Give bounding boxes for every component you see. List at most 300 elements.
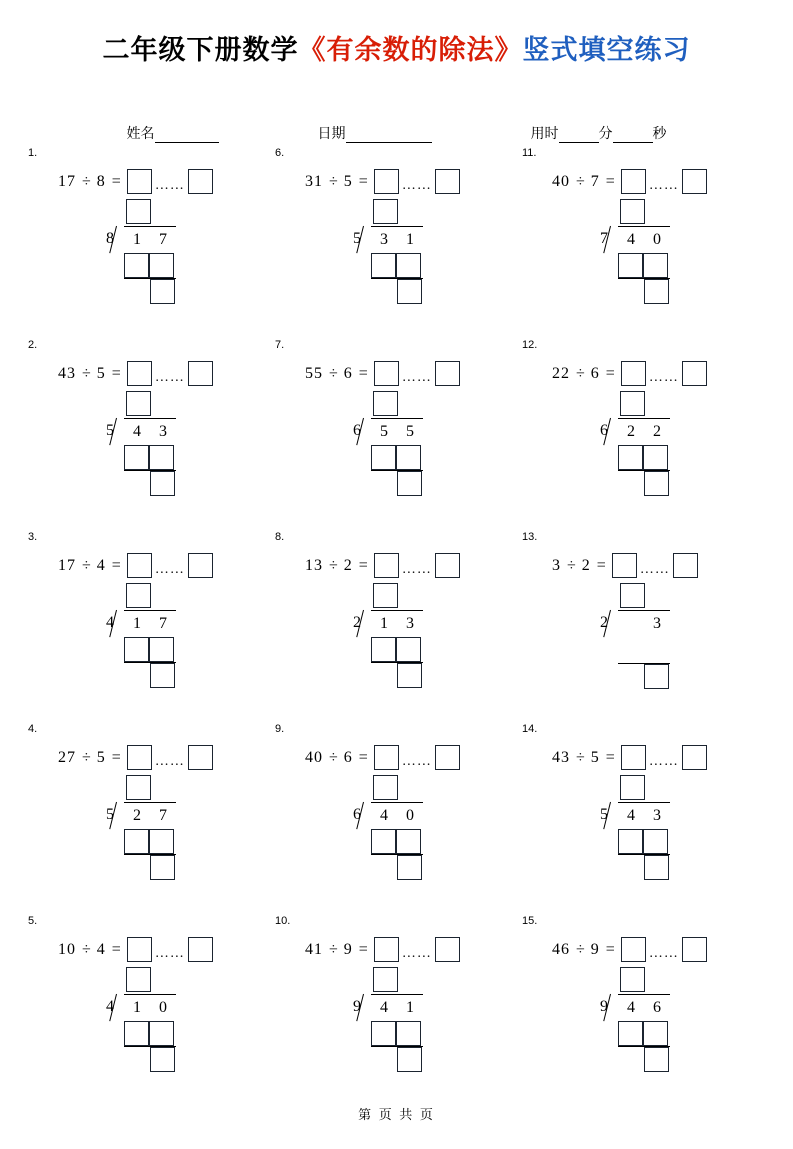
quotient-answer-box[interactable] — [621, 937, 646, 962]
quotient-row — [126, 967, 220, 992]
quotient-box[interactable] — [373, 583, 398, 608]
remainder-answer-box[interactable] — [188, 361, 213, 386]
dividend-digit: 4 — [627, 807, 635, 824]
division-bracket-icon — [608, 418, 618, 445]
subtract-row — [124, 637, 220, 662]
equation-dividend: 41 — [305, 940, 323, 958]
divisor-value: 6 — [353, 422, 361, 439]
division-bracket-row — [347, 226, 467, 253]
equals-sign: = — [596, 556, 606, 574]
quotient-box[interactable] — [620, 199, 645, 224]
subtract-box[interactable] — [149, 253, 174, 278]
remainder-box[interactable] — [397, 471, 422, 496]
remainder-row — [644, 1047, 714, 1072]
remainder-box[interactable] — [397, 279, 422, 304]
quotient-answer-box[interactable] — [127, 553, 152, 578]
equation-divisor: 4 — [96, 556, 106, 574]
division-bracket-icon — [114, 802, 124, 829]
subtract-box[interactable] — [396, 637, 421, 662]
remainder-dots: …… — [648, 369, 679, 385]
problem-index: 5. — [28, 915, 38, 927]
divisor-value: 2 — [353, 614, 361, 631]
division-bracket-row — [100, 226, 220, 253]
problem-cell — [520, 723, 767, 915]
divisor-value: 8 — [106, 230, 114, 247]
quotient-answer-box[interactable] — [621, 745, 646, 770]
quotient-box[interactable] — [373, 775, 398, 800]
remainder-box[interactable] — [644, 855, 669, 880]
divide-sign: ÷ — [576, 940, 585, 958]
dividend-digit: 2 — [627, 423, 635, 440]
remainder-row — [150, 1047, 220, 1072]
equation-dividend: 10 — [58, 940, 76, 958]
quotient-box[interactable] — [373, 391, 398, 416]
remainder-answer-box[interactable] — [435, 361, 460, 386]
equals-sign: = — [358, 172, 368, 190]
divisor-value: 9 — [600, 998, 608, 1015]
remainder-answer-box[interactable] — [435, 745, 460, 770]
subtract-box[interactable] — [643, 253, 668, 278]
equals-sign: = — [358, 364, 368, 382]
remainder-box[interactable] — [150, 471, 175, 496]
subtract-row — [124, 253, 220, 278]
quotient-row — [620, 391, 714, 416]
remainder-dots: …… — [154, 177, 185, 193]
horizontal-equation — [58, 361, 213, 386]
subtract-row — [618, 1021, 714, 1046]
worksheet-grid — [0, 147, 793, 1107]
second-label: 秒 — [652, 125, 667, 141]
quotient-box[interactable] — [373, 199, 398, 224]
divisor-value: 6 — [600, 422, 608, 439]
horizontal-equation — [552, 361, 707, 386]
problem-index: 2. — [28, 339, 38, 351]
remainder-answer-box[interactable] — [673, 553, 698, 578]
subtract-box[interactable] — [618, 445, 643, 470]
division-bracket-icon — [114, 610, 124, 637]
long-division — [594, 967, 714, 1072]
subtract-row — [371, 1021, 467, 1046]
divisor-value: 2 — [600, 614, 608, 631]
divide-sign: ÷ — [82, 364, 91, 382]
quotient-answer-box[interactable] — [374, 169, 399, 194]
remainder-box[interactable] — [150, 279, 175, 304]
subtract-box[interactable] — [371, 637, 396, 662]
equation-dividend: 55 — [305, 364, 323, 382]
division-bracket-row — [347, 802, 467, 829]
empty-subtract-row — [594, 637, 714, 663]
equation-dividend: 17 — [58, 556, 76, 574]
quotient-answer-box[interactable] — [374, 745, 399, 770]
subtract-box[interactable] — [618, 1021, 643, 1046]
name-input-blank[interactable] — [155, 129, 219, 143]
long-division — [594, 583, 714, 689]
remainder-answer-box[interactable] — [435, 553, 460, 578]
subtract-box[interactable] — [371, 1021, 396, 1046]
equals-sign: = — [358, 748, 368, 766]
quotient-box[interactable] — [126, 967, 151, 992]
horizontal-equation — [305, 745, 460, 770]
student-info-line — [127, 123, 667, 143]
problem-row — [26, 147, 767, 339]
remainder-answer-box[interactable] — [188, 169, 213, 194]
dividend-digit: 1 — [133, 231, 141, 248]
quotient-box[interactable] — [126, 583, 151, 608]
remainder-box[interactable] — [644, 279, 669, 304]
divisor-value: 6 — [353, 806, 361, 823]
division-bracket-icon — [608, 994, 618, 1021]
quotient-box[interactable] — [620, 775, 645, 800]
quotient-answer-box[interactable] — [127, 937, 152, 962]
equation-divisor: 7 — [590, 172, 600, 190]
remainder-box[interactable] — [150, 855, 175, 880]
horizontal-equation — [552, 937, 707, 962]
remainder-dots: …… — [401, 177, 432, 193]
divisor-value: 5 — [106, 422, 114, 439]
division-bracket-row — [594, 418, 714, 445]
remainder-row — [397, 279, 467, 304]
quotient-answer-box[interactable] — [374, 553, 399, 578]
dividend-digits — [124, 226, 176, 252]
problem-row — [26, 723, 767, 915]
long-division — [347, 391, 467, 496]
dividend-digits — [371, 418, 423, 444]
divide-sign: ÷ — [576, 748, 585, 766]
equals-sign: = — [111, 940, 121, 958]
subtract-box[interactable] — [618, 829, 643, 854]
problem-index: 3. — [28, 531, 38, 543]
problem-cell — [26, 915, 273, 1107]
equals-sign: = — [605, 364, 615, 382]
remainder-answer-box[interactable] — [435, 169, 460, 194]
dividend-digits — [618, 802, 670, 828]
equals-sign: = — [358, 556, 368, 574]
long-division — [100, 583, 220, 688]
equation-divisor: 2 — [343, 556, 353, 574]
problem-index: 8. — [275, 531, 285, 543]
problem-index: 9. — [275, 723, 285, 735]
quotient-row — [373, 775, 467, 800]
remainder-answer-box[interactable] — [188, 745, 213, 770]
subtract-box[interactable] — [396, 1021, 421, 1046]
problem-cell — [26, 147, 273, 339]
problem-cell — [273, 339, 520, 531]
page-footer: 第 页 共 页 — [358, 1107, 435, 1122]
problem-index: 12. — [522, 339, 538, 351]
quotient-row — [620, 775, 714, 800]
subtract-box[interactable] — [371, 829, 396, 854]
remainder-dots: …… — [401, 369, 432, 385]
long-division — [594, 775, 714, 880]
quotient-box[interactable] — [126, 391, 151, 416]
equation-dividend: 43 — [552, 748, 570, 766]
divide-sign: ÷ — [329, 748, 338, 766]
quotient-box[interactable] — [620, 391, 645, 416]
minute-label: 分 — [598, 125, 613, 141]
dividend-digit: 5 — [380, 423, 388, 440]
division-bracket-icon — [361, 994, 371, 1021]
quotient-box[interactable] — [620, 583, 645, 608]
quotient-row — [126, 775, 220, 800]
dividend-digits — [618, 610, 670, 636]
remainder-answer-box[interactable] — [682, 745, 707, 770]
dividend-digits — [618, 418, 670, 444]
division-bracket-row — [347, 610, 467, 637]
remainder-row — [644, 279, 714, 304]
equation-dividend: 27 — [58, 748, 76, 766]
divide-sign: ÷ — [576, 364, 585, 382]
time-field-group — [531, 123, 667, 143]
quotient-row — [126, 199, 220, 224]
dividend-digit: 2 — [133, 807, 141, 824]
quotient-box[interactable] — [373, 967, 398, 992]
subtract-box[interactable] — [149, 637, 174, 662]
subtract-box[interactable] — [124, 637, 149, 662]
problem-cell — [273, 147, 520, 339]
subtract-row — [124, 445, 220, 470]
division-bracket-row — [594, 610, 714, 637]
remainder-row — [150, 855, 220, 880]
dividend-digit: 4 — [627, 231, 635, 248]
equation-divisor: 6 — [343, 364, 353, 382]
page-title — [0, 28, 793, 67]
remainder-row — [644, 855, 714, 880]
title-part-topic: 《有余数的除法》 — [298, 35, 523, 65]
subtract-row — [371, 637, 467, 662]
title-part-exercise: 竖式填空练习 — [522, 35, 691, 65]
equation-divisor: 9 — [590, 940, 600, 958]
quotient-answer-box[interactable] — [374, 937, 399, 962]
remainder-row — [397, 471, 467, 496]
long-division — [100, 199, 220, 304]
equation-divisor: 6 — [590, 364, 600, 382]
long-division — [100, 967, 220, 1072]
subtract-box[interactable] — [643, 445, 668, 470]
subtract-box[interactable] — [371, 253, 396, 278]
dividend-digit: 5 — [406, 423, 414, 440]
dividend-digits — [124, 994, 176, 1020]
quotient-answer-box[interactable] — [621, 169, 646, 194]
division-bracket-row — [100, 610, 220, 637]
remainder-box[interactable] — [150, 663, 175, 688]
problem-cell — [273, 723, 520, 915]
remainder-dots: …… — [648, 945, 679, 961]
equation-divisor: 5 — [96, 748, 106, 766]
dividend-digits — [124, 802, 176, 828]
remainder-box[interactable] — [150, 1047, 175, 1072]
dividend-digit: 0 — [159, 999, 167, 1016]
remainder-answer-box[interactable] — [435, 937, 460, 962]
subtract-box[interactable] — [371, 445, 396, 470]
dividend-digit: 1 — [406, 231, 414, 248]
subtract-box[interactable] — [643, 1021, 668, 1046]
equation-dividend: 17 — [58, 172, 76, 190]
remainder-box[interactable] — [644, 664, 669, 689]
long-division — [347, 583, 467, 688]
remainder-answer-box[interactable] — [188, 937, 213, 962]
subtract-box[interactable] — [618, 253, 643, 278]
dividend-digit: 3 — [380, 231, 388, 248]
remainder-dots: …… — [648, 753, 679, 769]
remainder-dots: …… — [154, 945, 185, 961]
problem-cell — [26, 531, 273, 723]
minutes-input-blank[interactable] — [559, 129, 599, 143]
remainder-answer-box[interactable] — [682, 361, 707, 386]
remainder-row — [397, 1047, 467, 1072]
division-bracket-icon — [361, 802, 371, 829]
long-division — [594, 391, 714, 496]
quotient-box[interactable] — [620, 967, 645, 992]
dividend-digit: 1 — [380, 615, 388, 632]
quotient-answer-box[interactable] — [127, 745, 152, 770]
horizontal-equation — [552, 169, 707, 194]
dividend-digit: 7 — [159, 231, 167, 248]
horizontal-equation — [305, 169, 460, 194]
equals-sign: = — [111, 748, 121, 766]
problem-index: 11. — [522, 147, 537, 159]
subtract-box[interactable] — [396, 253, 421, 278]
equation-dividend: 22 — [552, 364, 570, 382]
remainder-dots: …… — [154, 561, 185, 577]
remainder-box[interactable] — [644, 1047, 669, 1072]
division-bracket-icon — [608, 610, 618, 637]
subtract-box[interactable] — [149, 445, 174, 470]
equals-sign: = — [111, 172, 121, 190]
divisor-value: 9 — [353, 998, 361, 1015]
equation-divisor: 5 — [343, 172, 353, 190]
divide-sign: ÷ — [329, 364, 338, 382]
problem-index: 4. — [28, 723, 38, 735]
divide-sign: ÷ — [576, 172, 585, 190]
remainder-row — [397, 663, 467, 688]
equation-dividend: 46 — [552, 940, 570, 958]
subtract-row — [371, 445, 467, 470]
subtract-box[interactable] — [124, 829, 149, 854]
subtract-row — [618, 253, 714, 278]
remainder-answer-box[interactable] — [682, 169, 707, 194]
quotient-answer-box[interactable] — [127, 361, 152, 386]
subtract-box[interactable] — [124, 1021, 149, 1046]
remainder-box[interactable] — [644, 471, 669, 496]
equation-dividend: 40 — [552, 172, 570, 190]
subtract-row — [124, 829, 220, 854]
divisor-value: 4 — [106, 998, 114, 1015]
long-division — [100, 391, 220, 496]
quotient-row — [373, 967, 467, 992]
dividend-digits — [124, 610, 176, 636]
problem-cell — [26, 723, 273, 915]
division-bracket-icon — [361, 418, 371, 445]
division-bracket-icon — [361, 226, 371, 253]
dividend-digit: 4 — [133, 423, 141, 440]
subtract-box[interactable] — [149, 1021, 174, 1046]
dividend-digit: 4 — [627, 999, 635, 1016]
name-field-group — [127, 123, 219, 143]
remainder-row — [644, 664, 714, 689]
quotient-row — [620, 967, 714, 992]
quotient-row — [373, 199, 467, 224]
subtract-box[interactable] — [396, 829, 421, 854]
problem-cell — [520, 531, 767, 723]
dividend-digits — [124, 418, 176, 444]
subtract-box[interactable] — [643, 829, 668, 854]
horizontal-equation — [305, 361, 460, 386]
long-division — [347, 199, 467, 304]
problem-cell — [520, 339, 767, 531]
remainder-answer-box[interactable] — [682, 937, 707, 962]
long-division — [347, 967, 467, 1072]
remainder-box[interactable] — [397, 855, 422, 880]
equals-sign: = — [111, 364, 121, 382]
quotient-answer-box[interactable] — [612, 553, 637, 578]
subtract-box[interactable] — [124, 445, 149, 470]
quotient-box[interactable] — [126, 199, 151, 224]
equation-divisor: 5 — [590, 748, 600, 766]
quotient-box[interactable] — [126, 775, 151, 800]
division-bracket-icon — [114, 226, 124, 253]
dividend-digit: 1 — [133, 615, 141, 632]
remainder-dots: …… — [639, 561, 670, 577]
subtract-box[interactable] — [396, 445, 421, 470]
remainder-answer-box[interactable] — [188, 553, 213, 578]
dividend-digit: 3 — [653, 615, 661, 632]
dividend-digits — [618, 226, 670, 252]
remainder-box[interactable] — [397, 1047, 422, 1072]
quotient-answer-box[interactable] — [621, 361, 646, 386]
seconds-input-blank[interactable] — [613, 129, 653, 143]
quotient-answer-box[interactable] — [374, 361, 399, 386]
equation-divisor: 8 — [96, 172, 106, 190]
quotient-answer-box[interactable] — [127, 169, 152, 194]
problem-index: 6. — [275, 147, 285, 159]
dividend-digits — [371, 226, 423, 252]
problem-index: 14. — [522, 723, 538, 735]
equation-dividend: 31 — [305, 172, 323, 190]
equals-sign: = — [605, 748, 615, 766]
divide-sign: ÷ — [82, 172, 91, 190]
horizontal-equation — [58, 745, 213, 770]
quotient-row — [620, 199, 714, 224]
dividend-digits — [618, 994, 670, 1020]
remainder-row — [150, 471, 220, 496]
date-input-blank[interactable] — [346, 129, 432, 143]
remainder-row — [150, 663, 220, 688]
equation-dividend: 40 — [305, 748, 323, 766]
dividend-digit: 3 — [406, 615, 414, 632]
equals-sign: = — [358, 940, 368, 958]
subtract-box[interactable] — [149, 829, 174, 854]
remainder-dots: …… — [401, 945, 432, 961]
long-division — [594, 199, 714, 304]
problem-row — [26, 531, 767, 723]
divide-sign: ÷ — [567, 556, 576, 574]
problem-index: 7. — [275, 339, 285, 351]
remainder-row — [397, 855, 467, 880]
horizontal-equation — [58, 169, 213, 194]
division-bracket-row — [100, 418, 220, 445]
horizontal-equation — [552, 553, 698, 578]
divisor-value: 7 — [600, 230, 608, 247]
horizontal-equation — [552, 745, 707, 770]
remainder-row — [150, 279, 220, 304]
subtract-box[interactable] — [124, 253, 149, 278]
remainder-dots: …… — [401, 561, 432, 577]
division-bracket-row — [100, 802, 220, 829]
title-part-grade: 二年级下册数学 — [102, 35, 299, 65]
dividend-digit: 7 — [159, 615, 167, 632]
remainder-box[interactable] — [397, 663, 422, 688]
horizontal-equation — [305, 553, 460, 578]
